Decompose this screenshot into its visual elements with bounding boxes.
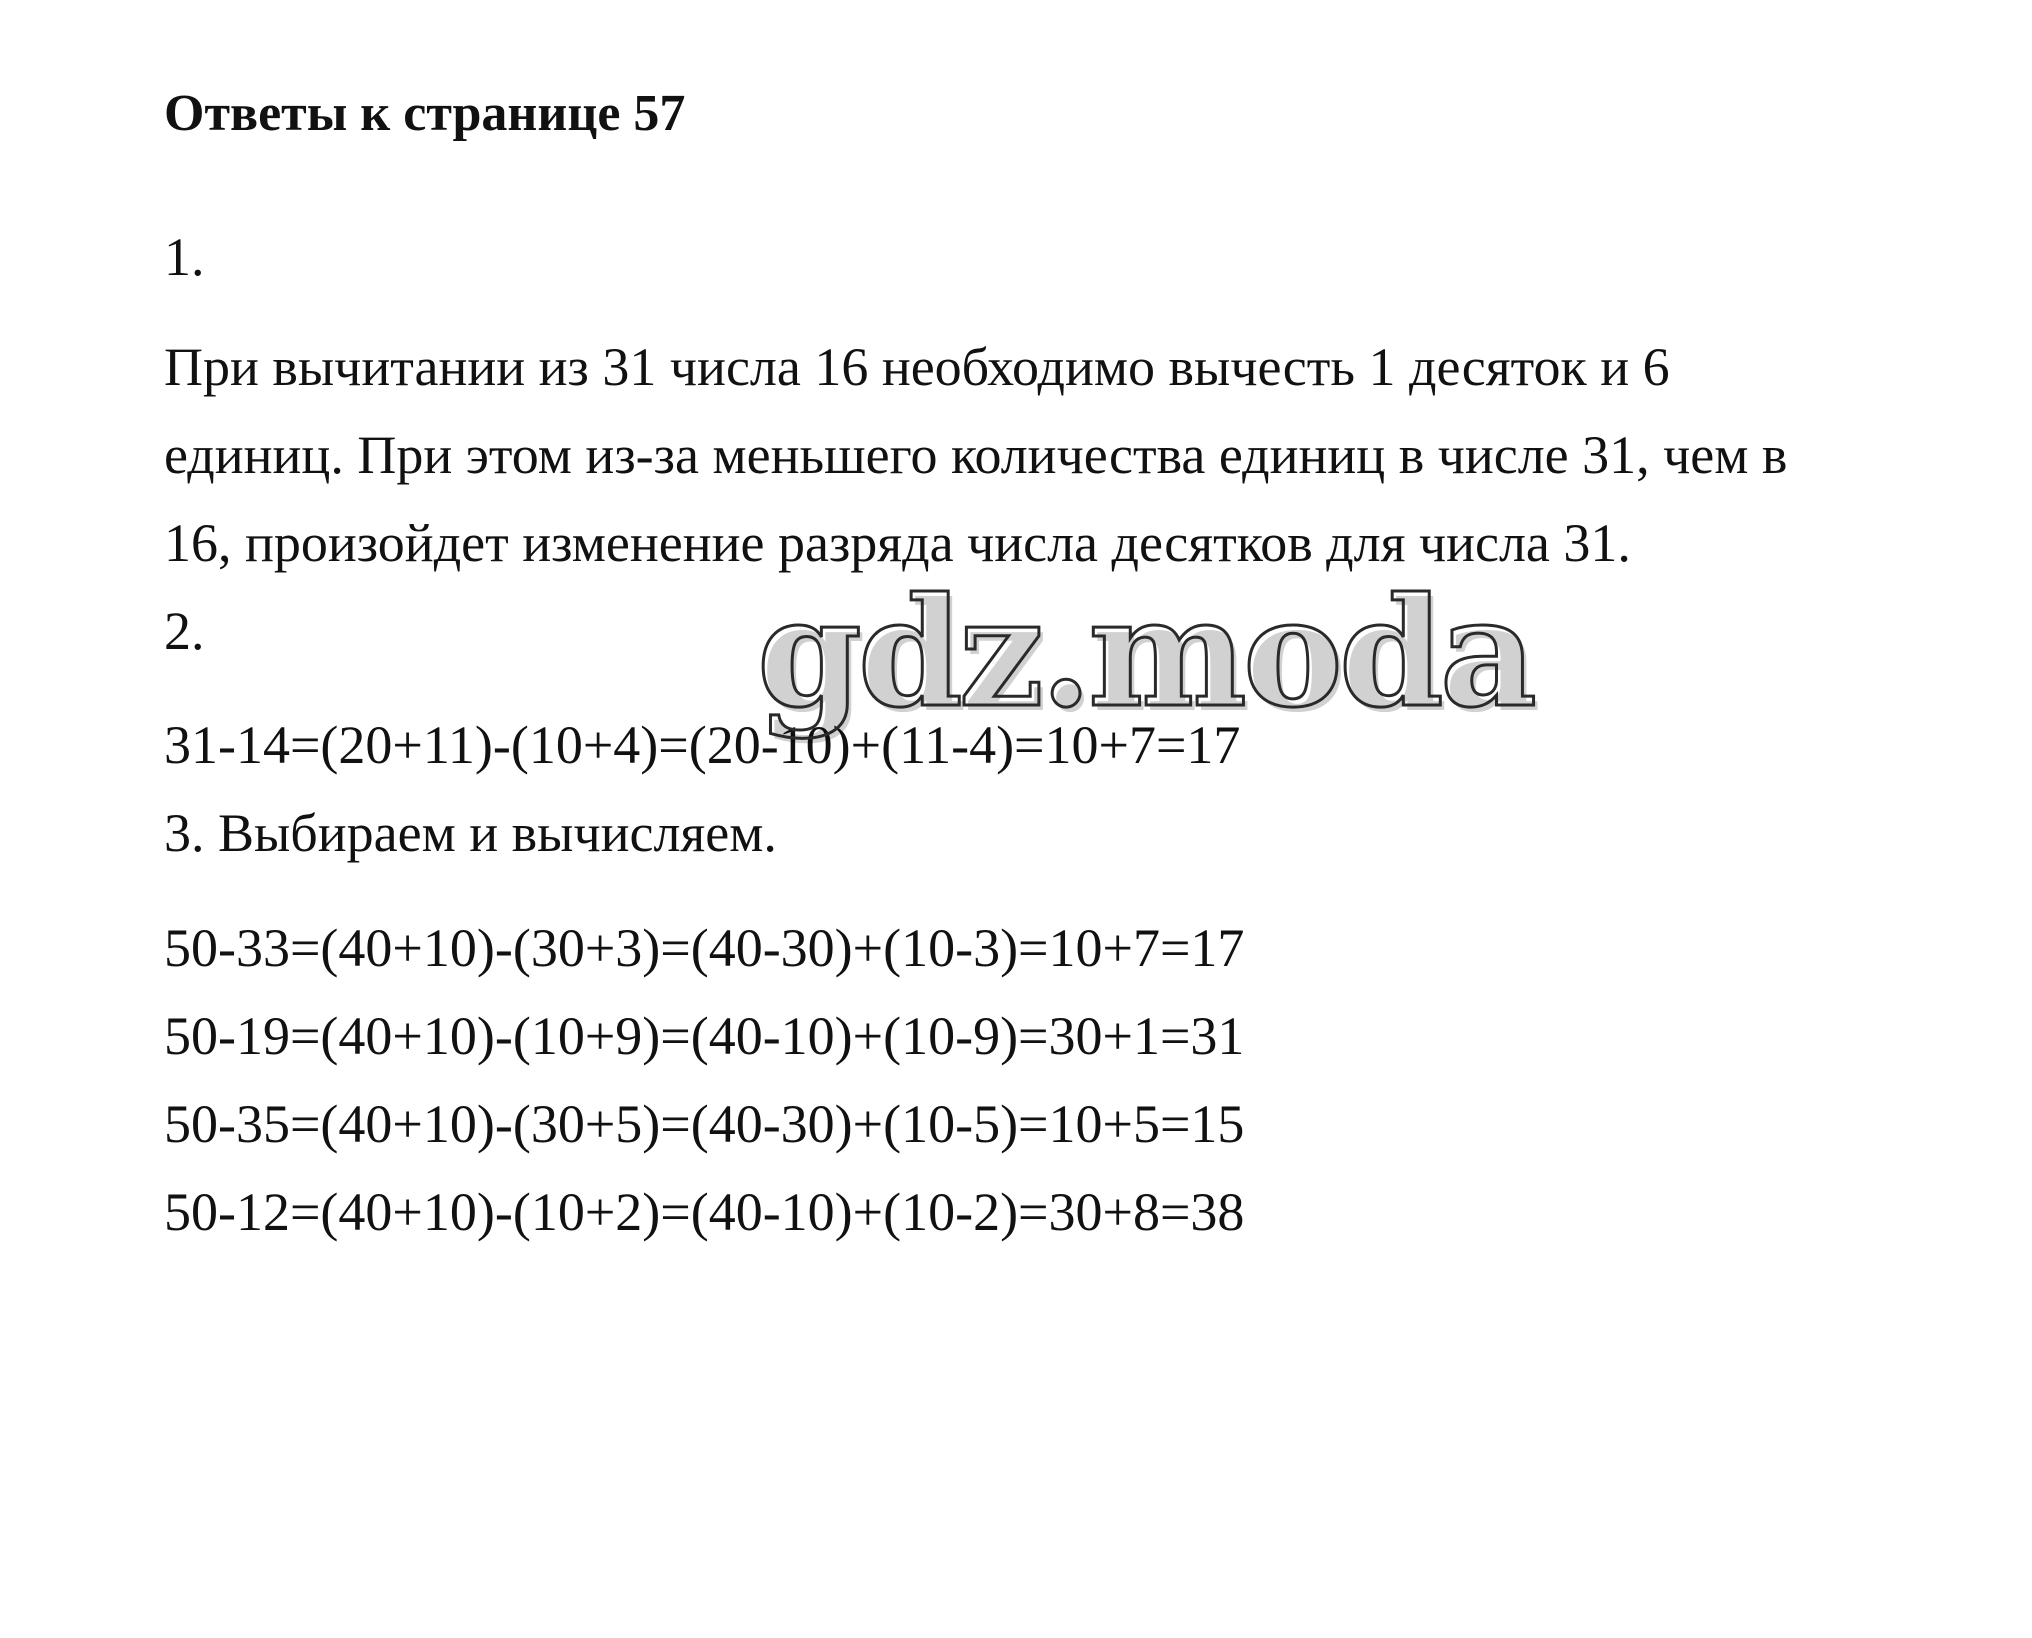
task-1-text-line-2: единиц. При этом из-за меньшего количества единиц в числе 31, чем в [164, 425, 1788, 485]
task-2-number: 2. [164, 601, 205, 661]
page-title: Ответы к странице 57 [164, 85, 686, 142]
task-2-equation: 31-14=(20+11)-(10+4)=(20-10)+(11-4)=10+7=17 [164, 715, 1241, 775]
watermark-logo: gdz.moda [757, 565, 1534, 741]
task-3-equation-2: 50-19=(40+10)-(10+9)=(40-10)+(10-9)=30+1=31 [164, 1006, 1245, 1066]
task-3-equation-3: 50-35=(40+10)-(30+5)=(40-30)+(10-5)=10+5=15 [164, 1094, 1245, 1154]
task-3-equation-1: 50-33=(40+10)-(30+3)=(40-30)+(10-3)=10+7=17 [164, 918, 1245, 978]
task-1-text-line-3: 16, произойдет изменение разряда числа десятков для числа 31. [164, 513, 1631, 573]
task-3-equation-4: 50-12=(40+10)-(10+2)=(40-10)+(10-2)=30+8=38 [164, 1182, 1245, 1242]
task-3-heading: 3. Выбираем и вычисляем. [164, 803, 777, 863]
task-1-text-line-1: При вычитании из 31 числа 16 необходимо вычесть 1 десяток и 6 [164, 337, 1670, 397]
task-1-number: 1. [164, 227, 205, 287]
